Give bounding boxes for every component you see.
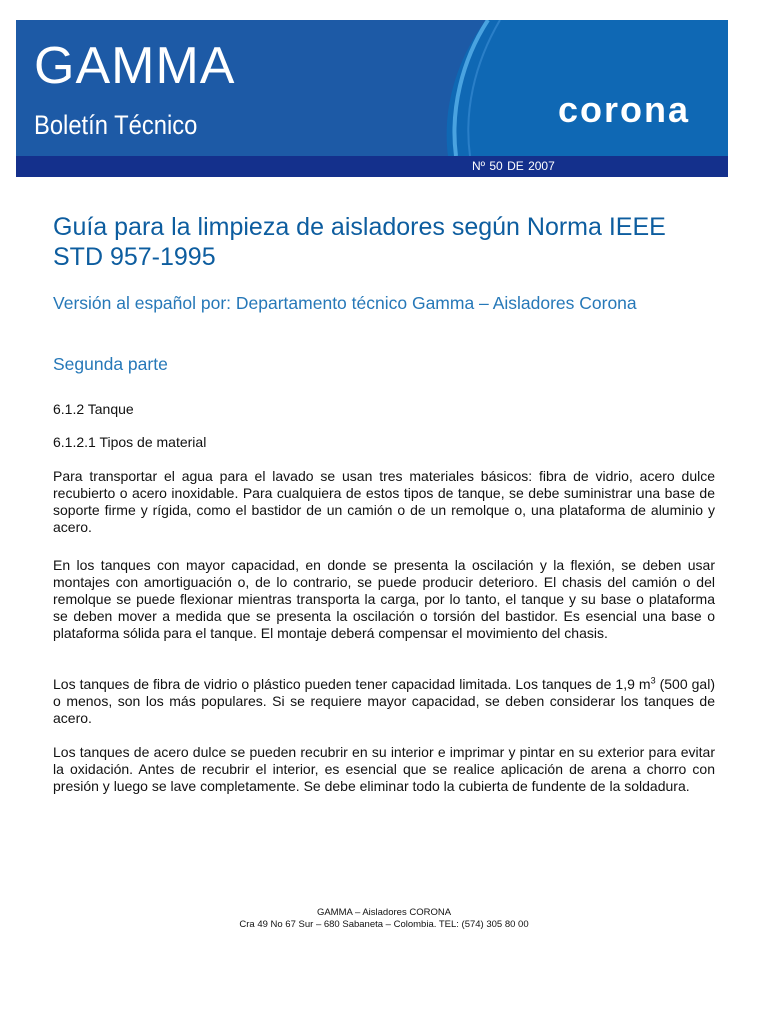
subsection-heading: 6.1.2.1 Tipos de material bbox=[53, 434, 207, 450]
publisher-title: GAMMA bbox=[34, 37, 236, 95]
section-heading: 6.1.2 Tanque bbox=[53, 401, 134, 417]
version-credit: Versión al español por: Departamento técnico Gamma – Aisladores Corona bbox=[53, 293, 637, 313]
brand-logo: corona bbox=[558, 89, 691, 130]
paragraph-oscillation: En los tanques con mayor capacidad, en donde se presenta la oscilación y la flexión, se deben usar montajes con amortiguación o, de lo contrario, se puede producir deterioro. El chasis del camión o del remolque se puede flexionar mientras transporta la carga, por lo tanto, el tanque y su base o plataforma se deben mover a medida que se presenta la oscilación o torsión del bastidor. Es esencial una base o plataforma sólida para el tanque. El montaje deberá compensar el movimiento del chasis. bbox=[53, 557, 715, 641]
document-title: Guía para la limpieza de aisladores según Norma IEEE STD 957-1995 bbox=[53, 213, 666, 271]
paragraph-materials: Para transportar el agua para el lavado se usan tres materiales básicos: fibra de vidrio, acero dulce recubierto o acero inoxidable. Para cualquiera de estos tipos de tanque, se debe suministrar una base de soporte firme y rígida, como el bastidor de un camión o de un remolque o, una plataforma de aluminio y acero. bbox=[53, 468, 715, 535]
paragraph-fiberglass bbox=[53, 676, 715, 727]
paragraph-mild-steel: Los tanques de acero dulce se pueden recubrir en su interior e imprimar y pintar en su exterior para evitar la oxidación. Antes de recubrir el interior, es esencial que se realice aplicación de arena a chorro con presión y luego se lave completamente. Se debe eliminar todo la cubierta de fundente de la soldadura. bbox=[53, 744, 715, 794]
issue-bar bbox=[16, 156, 728, 177]
unit-exponent: 3 bbox=[650, 675, 656, 686]
publication-subtitle: Boletín Técnico bbox=[34, 110, 198, 140]
fiberglass-text-end: (500 gal) o menos, son los más populares. Si se requiere mayor capacidad, se deben considerar los tanques de acero. bbox=[53, 676, 715, 726]
part-heading: Segunda parte bbox=[53, 354, 168, 374]
issue-number: Nº 50 DE 2007 bbox=[472, 159, 555, 173]
fiberglass-text-start: Los tanques de fibra de vidrio o plástico pueden tener capacidad limitada. Los tanques de 1,9 m bbox=[53, 676, 651, 692]
footer-address: Cra 49 No 67 Sur – 680 Sabaneta – Colombia. TEL: (574) 305 80 00 bbox=[239, 919, 529, 930]
footer-company: GAMMA – Aisladores CORONA bbox=[316, 907, 452, 918]
banner-thin-curve bbox=[468, 20, 500, 156]
header-banner bbox=[16, 20, 728, 156]
